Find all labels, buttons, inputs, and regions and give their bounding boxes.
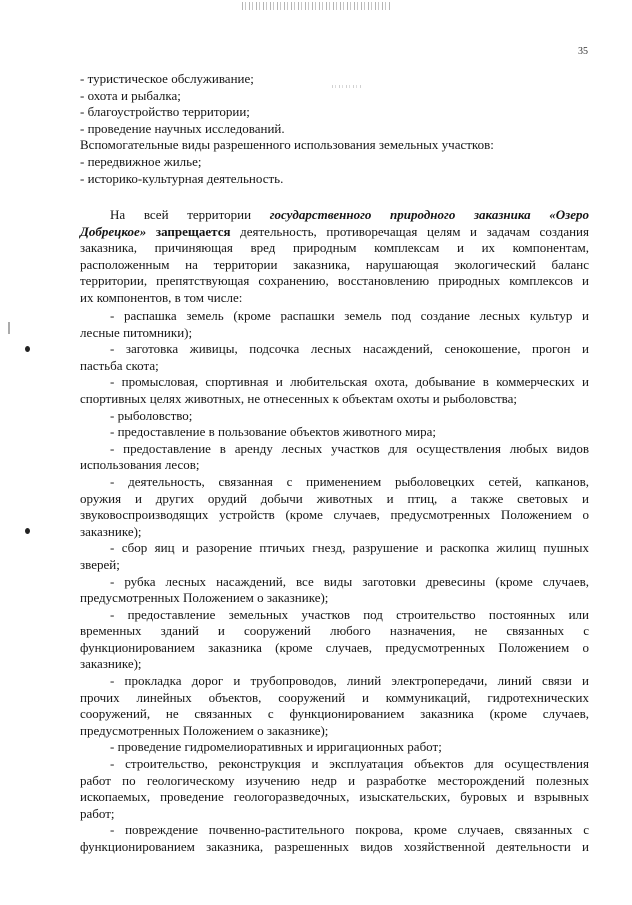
margin-dot [25,528,30,534]
list-item: - благоустройство территории; [80,104,250,120]
reserve-name: государственного природного заказника «Озеро [269,207,589,222]
list-item [80,822,589,855]
item-line: - рубка лесных насаждений, все виды заготовки древесины (кроме случаев, [110,573,589,589]
margin-dot [25,346,30,352]
section-heading: Вспомогательные виды разрешенного использования земельных участков: [80,137,494,153]
item-line: - строительство, реконструкция и эксплуатация объектов для осуществления [110,756,589,772]
item-line: прочих линейных объектов, сооружений и коммуникаций, гидротехнических [80,689,589,705]
item-line: заказнике); [80,656,142,672]
list-item [80,673,589,739]
item-line: ископаемых, проведение геологоразведочных, изыскательских, буровых и взрывных [80,789,589,805]
item-line: звуковоспроизводящих устройств (кроме случаев, предусмотренных Положением о [80,507,589,523]
allowed-uses-block [80,71,589,187]
item-line: - прокладка дорог и трубопроводов, линий электропередачи, линий связи и [110,673,589,689]
list-item: - передвижное жилье; [80,153,202,169]
list-item: - проведение научных исследований. [80,120,285,136]
item-line: пастьба скота; [80,357,159,373]
list-item [80,574,589,607]
item-line: сооружений, не связанных с функционированием заказника (кроме случаев, [80,706,589,722]
item-line: - повреждение почвенно-растительного покрова, кроме случаев, связанных с [110,822,589,838]
paragraph-line: их компонентов, в том числе: [80,289,243,305]
item-line: - деятельность, связанная с применением рыболовецких сетей, капканов, [110,473,589,489]
paragraph-line: территории, препятствующая сохранению, восстановлению природных комплексов и [80,273,589,289]
item-line: - предоставление земельных участков под строительство постоянных или [110,606,589,622]
item-line: - сбор яиц и разорение птичьих гнезд, разрушение и раскопка жилищ пушных [110,540,589,556]
item-line: оружия и других орудий добычи животных и птиц, а также световых и [80,490,589,506]
item-line: временных зданий и сооружений любого назначения, не связанных с [80,623,589,639]
item-line: - распашка земель (кроме распашки земель под создание лесных культур и [110,308,589,323]
item-line: предусмотренных Положением о заказнике); [80,590,329,606]
item-line: - предоставление в аренду лесных участков для осуществления любых видов [110,440,589,456]
list-item: - охота и рыбалка; [80,87,181,103]
margin-mark [8,322,10,334]
item-line: - промысловая, спортивная и любительская охота, добывание в коммерческих и [110,374,589,390]
item-line: зверей; [80,556,120,572]
item-line: предусмотренных Положением о заказнике); [80,722,329,738]
item-line: лесные питомники); [80,324,193,340]
list-item [80,607,589,673]
item-line: спортивных целях животных, не отнесенных к объектам охоты и рыболовства; [80,390,518,406]
item-line: - предоставление в пользование объектов животного мира; [110,424,437,440]
scan-noise-top [242,2,392,10]
item-line: использования лесов; [80,457,200,473]
list-item [80,424,589,441]
paragraph-line: заказника, причиняющая вред природным комплексам и их компонентам, [80,240,589,256]
list-item [80,441,589,474]
list-item [80,308,589,341]
reserve-name: Добрецкое» [80,223,147,239]
item-line: работ; [80,805,115,821]
list-item [80,739,589,756]
item-line: работ по геологическому изучению недр и разработке месторождений полезных [80,772,589,788]
paragraph-line: расположенным на территории заказника, нарушающая экологический баланс [80,256,589,272]
list-item [80,341,589,374]
list-item [80,408,589,425]
page-number: 35 [578,46,588,57]
item-line: функционированием заказника (кроме случаев, предусмотренных Положением о [80,639,589,655]
list-item [80,374,589,407]
prohibited-items-list [80,308,589,856]
paragraph-line: Добрецкое» запрещается деятельность, противоречащая целям и задачам создания [80,223,589,239]
item-line: - рыболовство; [110,407,193,423]
item-line: заказнике); [80,523,142,539]
list-item [80,540,589,573]
main-paragraph [80,207,589,307]
item-line: - проведение гидромелиоративных и ирригационных работ; [110,739,442,755]
list-item: - историко-культурная деятельность. [80,170,284,186]
list-item [80,474,589,540]
prohibited-word: запрещается [146,223,231,239]
list-item [80,756,589,822]
item-line: - заготовка живицы, подсочка лесных насаждений, сенокошение, прогон и [110,341,589,357]
list-item: - туристическое обслуживание; [80,71,254,86]
paragraph-line: На всей территории государственного природного заказника «Озеро [110,207,589,222]
item-line: функционированием заказника, разрешенных видов хозяйственной деятельности и [80,839,589,854]
